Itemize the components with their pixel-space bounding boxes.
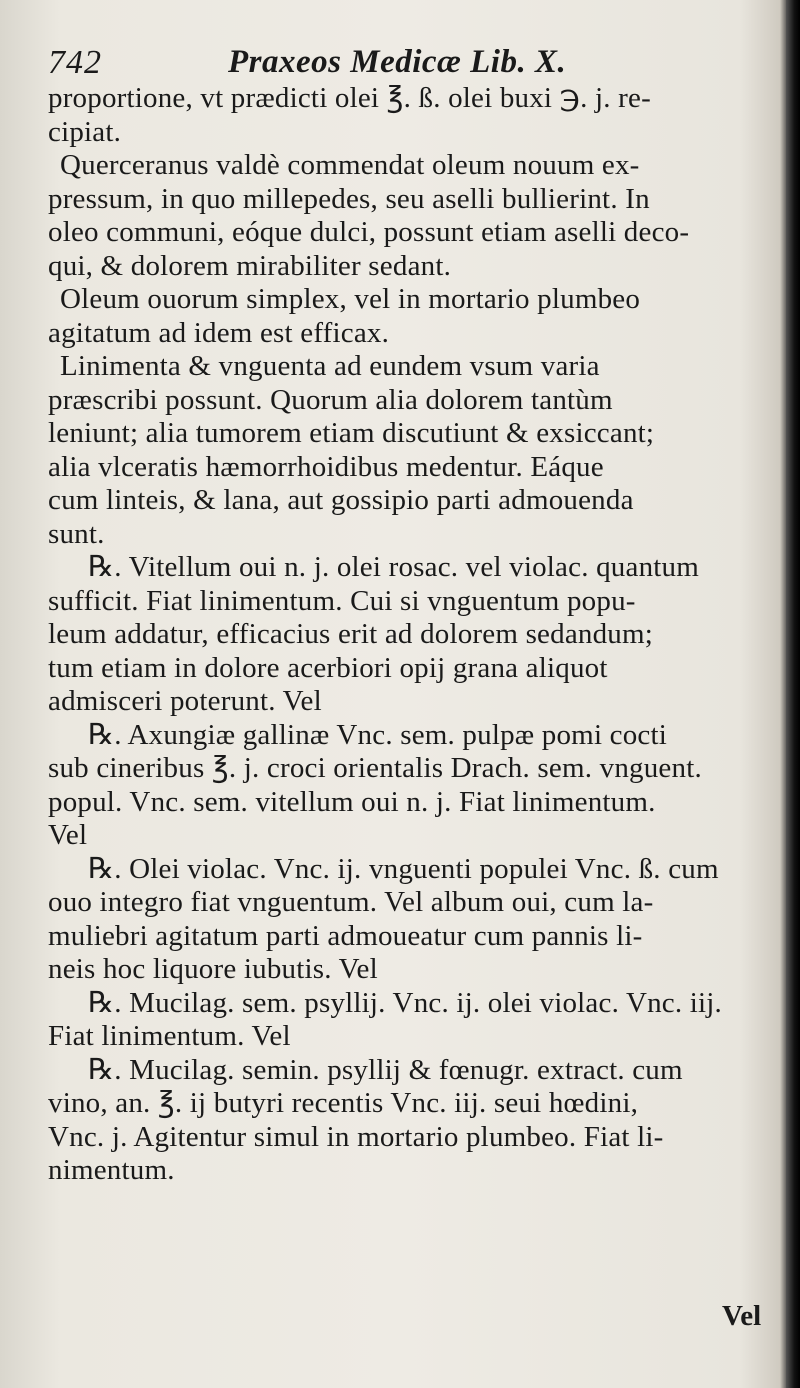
text-line: neis hoc liquore iubutis. Vel: [48, 953, 378, 985]
text-line: sufficit. Fiat linimentum. Cui si vnguentum popu-: [48, 584, 636, 617]
text-line: popul. Vnc. sem. vitellum oui n. j. Fiat linimentum.: [48, 785, 656, 818]
recipe-line: ℞. Olei violac. Vnc. ij. vnguenti populei Vnc. ß. cum: [88, 852, 719, 885]
text-line: tum etiam in dolore acerbiori opij grana aliquot: [48, 651, 608, 684]
text-line: admisceri poterunt. Vel: [48, 685, 322, 717]
page-number: 742: [48, 44, 102, 81]
body-text: [48, 82, 768, 1188]
text-line: Vnc. j. Agitentur simul in mortario plumbeo. Fiat li-: [48, 1120, 664, 1153]
text-line: præscribi possunt. Quorum alia dolorem tantùm: [48, 383, 613, 416]
text-line: nimentum.: [48, 1154, 175, 1186]
text-line: leniunt; alia tumorem etiam discutiunt & exsiccant;: [48, 417, 655, 449]
text-line: cipiat.: [48, 115, 122, 148]
recipe-line: ℞. Mucilag. sem. psyllij. Vnc. ij. olei violac. Vnc. iij.: [88, 986, 722, 1019]
text-line: agitatum ad idem est efficax.: [48, 316, 390, 349]
text-line: cum linteis, & lana, aut gossipio parti admouenda: [48, 484, 634, 516]
text-line: proportione, vt prædicti olei ℥. ß. olei buxi ℈. j. re-: [48, 82, 651, 114]
text-line: muliebri agitatum parti admoueatur cum pannis li-: [48, 919, 643, 952]
recipe-line: ℞. Axungiæ gallinæ Vnc. sem. pulpæ pomi cocti: [88, 718, 668, 751]
text-line: pressum, in quo millepedes, seu aselli bullierint. In: [48, 182, 650, 215]
text-line: Linimenta & vnguenta ad eundem vsum varia: [60, 350, 600, 382]
text-line: alia vlceratis hæmorrhoidibus medentur. Eáque: [48, 450, 604, 483]
text-line: qui, & dolorem mirabiliter sedant.: [48, 249, 452, 282]
recipe-line: ℞. Vitellum oui n. j. olei rosac. vel violac. quantum: [88, 551, 699, 583]
text-line: sunt.: [48, 517, 105, 550]
text-line: Oleum ouorum simplex, vel in mortario plumbeo: [60, 283, 641, 315]
text-line: Querceranus valdè commendat oleum nouum ex-: [60, 149, 640, 181]
text-line: leum addatur, efficacius erit ad dolorem sedandum;: [48, 618, 654, 650]
text-line: Vel: [48, 819, 88, 851]
text-line: Fiat linimentum. Vel: [48, 1020, 291, 1052]
running-title: Praxeos Medicæ Lib. X.: [228, 44, 567, 80]
text-line: ouo integro fiat vnguentum. Vel album oui, cum la-: [48, 886, 654, 918]
text-line: vino, an. ℥. ij butyri recentis Vnc. iij. seui hœdini,: [48, 1087, 639, 1119]
text-line: sub cineribus ℥. j. croci orientalis Drach. sem. vnguent.: [48, 752, 702, 784]
recipe-line: ℞. Mucilag. semin. psyllij & fœnugr. extract. cum: [88, 1053, 683, 1086]
text-line: oleo communi, eóque dulci, possunt etiam aselli deco-: [48, 216, 690, 248]
binding-gutter: [786, 0, 800, 1388]
catchword: Vel: [722, 1300, 762, 1332]
